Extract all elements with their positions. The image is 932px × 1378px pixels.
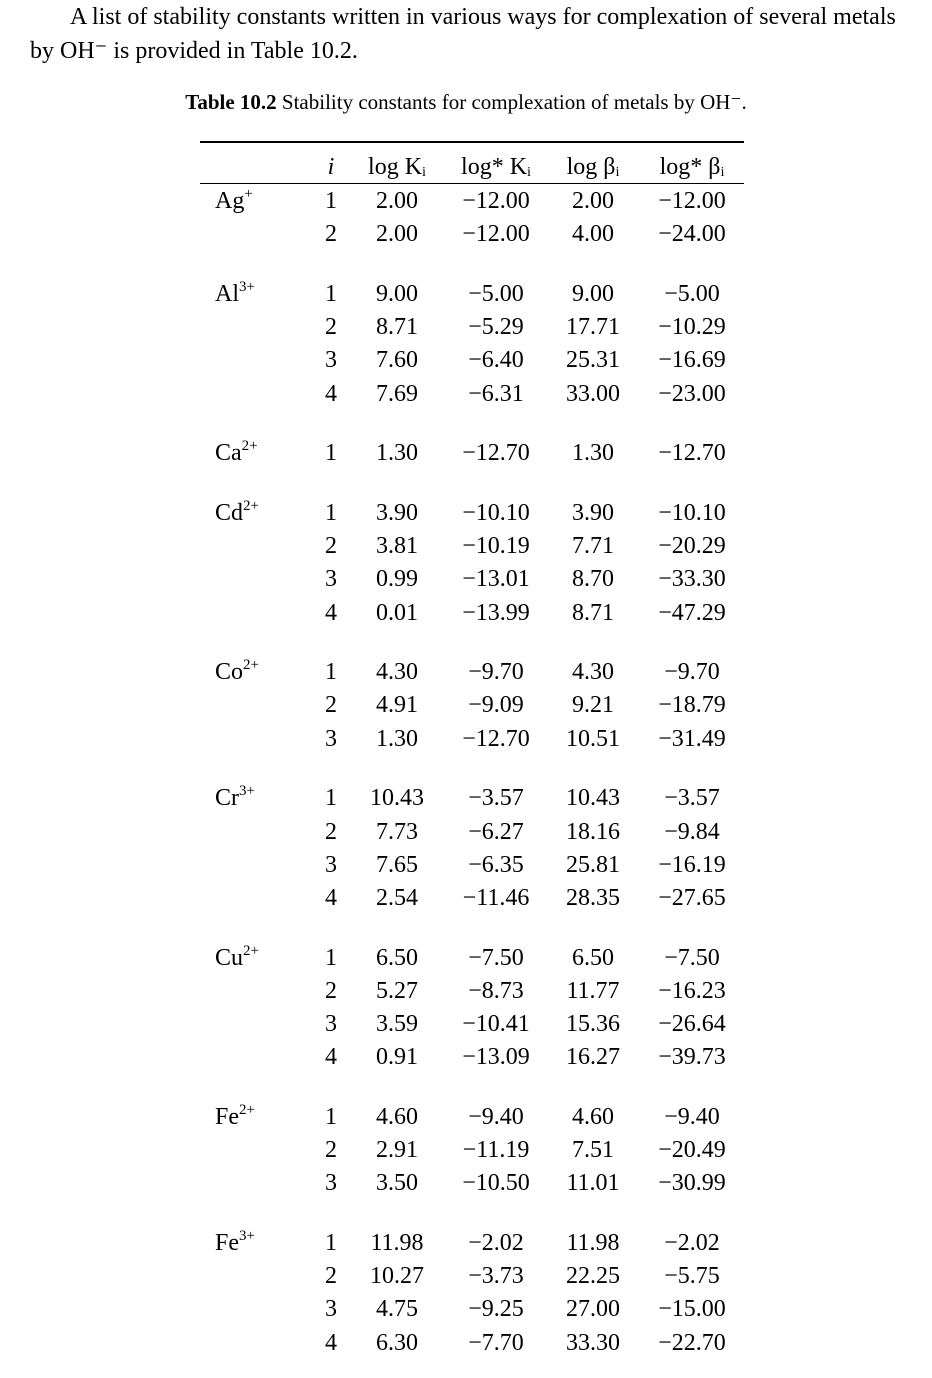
cell-logstarbeta: −27.65 — [658, 884, 726, 911]
cell-logstarK: −5.29 — [468, 314, 524, 341]
cell-logbeta: 3.90 — [572, 499, 614, 526]
cell-logstarK: −13.01 — [462, 566, 530, 593]
metal-label — [215, 1228, 255, 1261]
metal-charge: 2+ — [241, 438, 258, 455]
cell-logstarbeta: −47.29 — [658, 599, 726, 626]
cell-i: 2 — [325, 977, 337, 1004]
metal-label — [215, 1102, 255, 1135]
metal-symbol: Al — [215, 280, 239, 307]
cell-i: 4 — [325, 599, 337, 626]
cell-logK: 2.91 — [376, 1137, 418, 1164]
metal-label — [215, 438, 258, 471]
cell-logstarbeta: −10.10 — [658, 499, 726, 526]
cell-logstarbeta: −9.84 — [664, 818, 720, 845]
cell-logbeta: 16.27 — [566, 1044, 620, 1071]
cell-logstarK: −11.46 — [462, 884, 530, 911]
metal-label — [215, 498, 259, 531]
cell-logstarbeta: −9.70 — [664, 659, 720, 686]
cell-logbeta: 11.98 — [566, 1230, 620, 1256]
cell-logbeta: 8.71 — [572, 599, 614, 626]
metal-symbol: Co — [215, 659, 244, 686]
cell-logstarbeta: −9.40 — [664, 1103, 720, 1130]
cell-logK: 7.69 — [376, 380, 418, 407]
cell-logstarK: −9.40 — [468, 1103, 524, 1130]
metal-charge: 2+ — [243, 657, 259, 674]
cell-logstarbeta: −5.00 — [664, 280, 720, 307]
cell-logK: 8.71 — [376, 314, 418, 341]
cell-logK: 5.27 — [376, 977, 418, 1004]
cell-logstarbeta: −7.50 — [664, 944, 720, 971]
cell-logK: 3.81 — [376, 533, 418, 560]
metal-charge: 3+ — [239, 1228, 255, 1244]
cell-i: 1 — [325, 659, 337, 686]
cell-i: 1 — [325, 1230, 337, 1256]
metal-label — [215, 943, 259, 976]
cell-logstarK: −12.70 — [462, 725, 530, 752]
cell-i: 3 — [325, 566, 337, 593]
metal-charge: 2+ — [239, 1101, 255, 1118]
cell-logstarK: −10.10 — [462, 499, 530, 526]
cell-logstarK: −9.25 — [468, 1296, 524, 1323]
cell-logstarbeta: −20.29 — [658, 533, 726, 560]
metal-charge: 3+ — [239, 278, 255, 295]
cell-i: 4 — [325, 380, 337, 407]
caption-label: Table 10.2 — [185, 90, 277, 114]
metal-charge: 3+ — [239, 783, 255, 800]
cell-i: 4 — [325, 1329, 337, 1356]
cell-logstarbeta: −39.73 — [658, 1044, 726, 1071]
cell-logstarK: −12.00 — [462, 221, 530, 248]
cell-logK: 10.43 — [370, 785, 424, 812]
metal-symbol: Cu — [215, 944, 244, 971]
cell-logbeta: 8.70 — [572, 566, 614, 593]
cell-i: 1 — [325, 499, 337, 526]
metal-label — [215, 783, 255, 816]
cell-i: 2 — [325, 533, 337, 560]
cell-logstarK: −9.09 — [468, 692, 524, 719]
cell-logstarbeta: −26.64 — [658, 1011, 726, 1037]
cell-i: 3 — [325, 1296, 337, 1323]
cell-logstarbeta: −18.79 — [658, 692, 726, 719]
cell-logstarK: −12.70 — [462, 440, 530, 467]
table-header-rule — [200, 183, 744, 184]
cell-logK: 3.59 — [376, 1011, 418, 1037]
header-logbeta: log βᵢ — [566, 154, 620, 180]
cell-logK: 9.00 — [376, 280, 418, 307]
metal-symbol: Cr — [215, 785, 239, 812]
cell-logstarbeta: −3.57 — [664, 785, 720, 812]
cell-logbeta: 27.00 — [566, 1296, 620, 1323]
metal-symbol: Cd — [215, 499, 244, 526]
cell-i: 3 — [325, 725, 337, 752]
cell-logbeta: 25.81 — [566, 851, 620, 878]
cell-i: 4 — [325, 884, 337, 911]
metal-label — [215, 657, 259, 690]
cell-logstarK: −6.40 — [468, 347, 524, 374]
cell-logstarK: −6.27 — [468, 818, 524, 845]
cell-logstarbeta: −16.69 — [658, 347, 726, 374]
cell-logbeta: 10.43 — [566, 785, 620, 812]
metal-symbol: Fe — [215, 1230, 239, 1256]
cell-logstarbeta: −30.99 — [658, 1170, 726, 1197]
cell-logbeta: 15.36 — [566, 1011, 620, 1037]
cell-logstarK: −12.00 — [462, 188, 530, 214]
cell-logK: 1.30 — [376, 725, 418, 752]
cell-logstarK: −3.57 — [468, 785, 524, 812]
cell-logK: 4.91 — [376, 692, 418, 719]
cell-logstarK: −8.73 — [468, 977, 524, 1004]
cell-logstarK: −2.02 — [468, 1230, 524, 1256]
cell-i: 3 — [325, 1011, 337, 1037]
cell-logbeta: 33.00 — [566, 380, 620, 407]
cell-logstarK: −11.19 — [462, 1137, 530, 1164]
cell-logstarbeta: −16.19 — [658, 851, 726, 878]
cell-logK: 3.90 — [376, 499, 418, 526]
cell-i: 1 — [325, 440, 337, 467]
cell-logK: 7.73 — [376, 818, 418, 845]
cell-logK: 1.30 — [376, 440, 418, 467]
cell-logbeta: 25.31 — [566, 347, 620, 374]
cell-logbeta: 4.00 — [572, 221, 614, 248]
cell-logstarK: −3.73 — [468, 1263, 524, 1290]
cell-logstarK: −10.50 — [462, 1170, 530, 1197]
cell-logbeta: 22.25 — [566, 1263, 620, 1290]
cell-logstarK: −7.70 — [468, 1329, 524, 1356]
cell-logbeta: 17.71 — [566, 314, 620, 341]
cell-logK: 0.99 — [376, 566, 418, 593]
metal-label — [215, 186, 253, 219]
header-logstarbeta: log* βᵢ — [659, 154, 725, 180]
cell-logK: 2.00 — [376, 188, 418, 214]
cell-logstarK: −5.00 — [468, 280, 524, 307]
cell-i: 4 — [325, 1044, 337, 1071]
cell-logstarbeta: −24.00 — [658, 221, 726, 248]
cell-logK: 6.30 — [376, 1329, 418, 1356]
cell-logbeta: 28.35 — [566, 884, 620, 911]
cell-logbeta: 11.01 — [566, 1170, 620, 1197]
cell-logstarbeta: −16.23 — [658, 977, 726, 1004]
header-logstarK: log* Kᵢ — [461, 154, 531, 180]
cell-logstarbeta: −31.49 — [658, 725, 726, 752]
cell-logstarbeta: −5.75 — [664, 1263, 720, 1290]
cell-logbeta: 9.00 — [572, 280, 614, 307]
cell-logstarK: −9.70 — [468, 659, 524, 686]
cell-logbeta: 7.51 — [572, 1137, 614, 1164]
cell-i: 2 — [325, 221, 337, 248]
cell-logstarbeta: −33.30 — [658, 566, 726, 593]
cell-i: 2 — [325, 1263, 337, 1290]
cell-logK: 0.01 — [376, 599, 418, 626]
cell-logK: 3.50 — [376, 1170, 418, 1197]
cell-logstarK: −7.50 — [468, 944, 524, 971]
metal-charge: 2+ — [243, 942, 259, 959]
cell-i: 2 — [325, 1137, 337, 1164]
table-top-rule — [200, 141, 744, 143]
metal-label — [215, 279, 255, 312]
cell-i: 3 — [325, 851, 337, 878]
cell-logstarK: −10.19 — [462, 533, 530, 560]
cell-logK: 4.75 — [376, 1296, 418, 1323]
cell-i: 1 — [325, 280, 337, 307]
cell-i: 3 — [325, 1170, 337, 1197]
cell-logK: 6.50 — [376, 944, 418, 971]
metal-charge: 2+ — [243, 497, 259, 514]
header-logK: log Kᵢ — [368, 154, 426, 180]
cell-logbeta: 4.30 — [572, 659, 614, 686]
cell-logbeta: 7.71 — [572, 533, 614, 560]
cell-logstarbeta: −2.02 — [664, 1230, 720, 1256]
cell-logbeta: 6.50 — [572, 944, 614, 971]
cell-logbeta: 33.30 — [566, 1329, 620, 1356]
intro-paragraph: A list of stability constants written in various ways for complexation of several metals by OH⁻ is provided in Table 10.2. — [30, 4, 896, 64]
cell-logstarK: −13.09 — [462, 1044, 530, 1071]
cell-logbeta: 1.30 — [572, 440, 614, 467]
cell-logbeta: 4.60 — [572, 1103, 614, 1130]
cell-logstarK: −6.35 — [468, 851, 524, 878]
cell-logstarK: −6.31 — [468, 380, 524, 407]
cell-i: 1 — [325, 785, 337, 812]
cell-logK: 4.30 — [376, 659, 418, 686]
cell-logstarK: −13.99 — [462, 599, 530, 626]
cell-logK: 11.98 — [370, 1230, 424, 1256]
cell-logK: 7.65 — [376, 851, 418, 878]
cell-i: 2 — [325, 818, 337, 845]
cell-logbeta: 11.77 — [566, 977, 620, 1004]
cell-i: 1 — [325, 188, 337, 214]
cell-logstarbeta: −23.00 — [658, 380, 726, 407]
metal-symbol: Ca — [215, 440, 242, 467]
cell-logK: 4.60 — [376, 1103, 418, 1130]
cell-logstarbeta: −10.29 — [658, 314, 726, 341]
caption-text: Stability constants for complexation of metals by OH⁻. — [281, 90, 747, 114]
table-caption — [0, 88, 932, 116]
cell-logbeta: 10.51 — [566, 725, 620, 752]
cell-logstarK: −10.41 — [462, 1011, 530, 1037]
cell-logK: 0.91 — [376, 1044, 418, 1071]
cell-i: 3 — [325, 347, 337, 374]
cell-logK: 10.27 — [370, 1263, 424, 1290]
metal-charge: + — [244, 186, 253, 202]
cell-logstarbeta: −12.70 — [658, 440, 726, 467]
header-i: i — [327, 154, 335, 180]
cell-i: 1 — [325, 944, 337, 971]
cell-logstarbeta: −15.00 — [658, 1296, 726, 1323]
cell-i: 2 — [325, 692, 337, 719]
cell-logK: 2.54 — [376, 884, 418, 911]
cell-logstarbeta: −20.49 — [658, 1137, 726, 1164]
cell-logstarbeta: −12.00 — [658, 188, 726, 214]
metal-symbol: Fe — [215, 1103, 239, 1130]
cell-logstarbeta: −22.70 — [658, 1329, 726, 1356]
cell-logbeta: 9.21 — [572, 692, 614, 719]
cell-i: 2 — [325, 314, 337, 341]
cell-logbeta: 18.16 — [566, 818, 620, 845]
cell-logK: 2.00 — [376, 221, 418, 248]
metal-symbol: Ag — [215, 188, 245, 214]
cell-i: 1 — [325, 1103, 337, 1130]
cell-logbeta: 2.00 — [572, 188, 614, 214]
cell-logK: 7.60 — [376, 347, 418, 374]
